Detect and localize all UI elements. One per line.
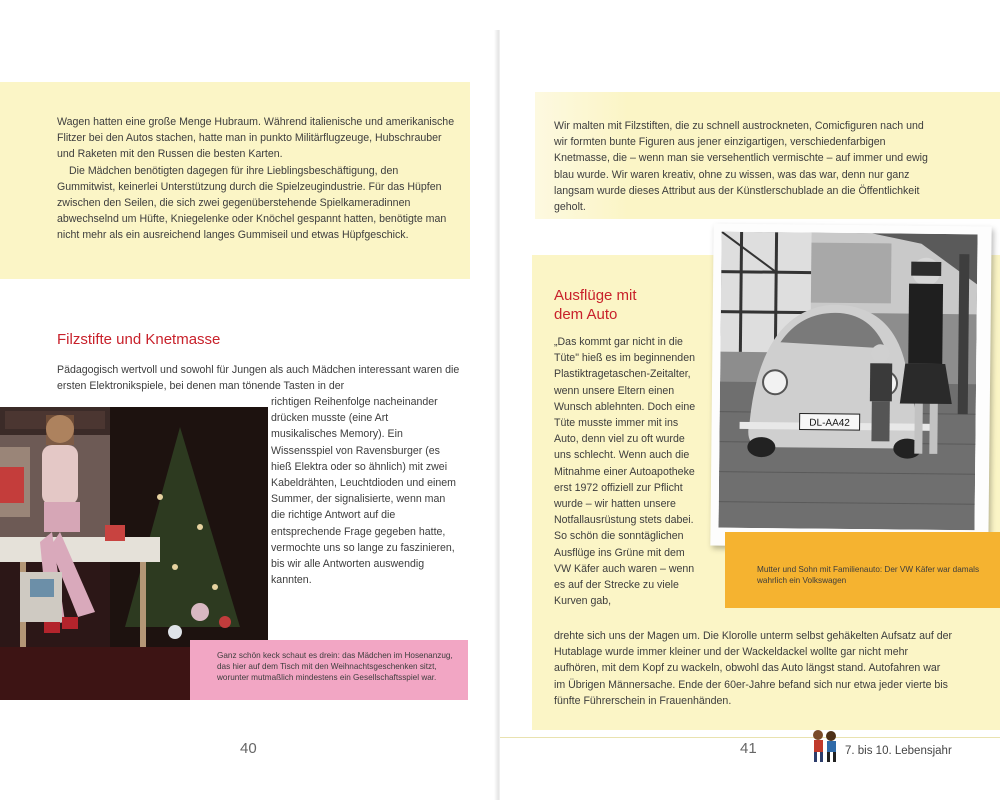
car-photo-frame [710, 224, 991, 549]
christmas-photo-caption-box [190, 640, 468, 700]
bottom-deco-line [500, 737, 1000, 738]
license-plate-text: DL-AA42 [809, 417, 850, 429]
right-section-heading: Ausflüge mit dem Auto [554, 287, 637, 323]
left-top-paragraph-2: Die Mädchen benötigten dagegen für ihre Lieblingsbeschäftigung, den Gummitwist, keinerlei Unterstützung durch die Spielzeugindustrie. Für das Hüpfen zwischen den Seilen, die sich zwei gegenüberstehende Spielkameradinnen abwechselnd um Hüfte, Kniegelenke oder Knöchel gespannt hatten, benötigte man nicht mehr als ein ausreichend langes Gummiseil und etwas Hüpfgeschick. [57, 164, 447, 242]
left-column-paragraph: richtigen Reihenfolge nacheinander drücken musste (eine Art musikalisches Memory). Ein Wissensspiel von Ravensburger (es hieß Elektra oder so ähnlich) mit zwei Kabeldrähten, Leuchtdioden und einem Summer, der signalisierte, wenn man die richtige Antwort auf die entsprechende Frage gegeben hatte, vermochte uns so lange zu faszinieren, bis wir alle Antworten auswendig kannten. [271, 396, 456, 587]
christmas-photo-caption: Ganz schön keck schaut es drein: das Mädchen im Hosenanzug, das hier auf dem Tisch mit den Weihnachtsgeschenken sitzt, worunter mutmaßlich mindestens ein Gesellschaftsspiel war. [217, 651, 453, 682]
left-top-paragraph-1: Wagen hatten eine große Menge Hubraum. Während italienische und amerikanische Flitzer bei den Autos stachen, hatte man in punkto Militärflugzeuge, Hubschrauber und Raketen mit den Russen die besten Karten. [57, 116, 455, 161]
right-column-paragraph: „Das kommt gar nicht in die Tüte" hieß es im beginnenden Plastiktragetaschen-Zeitalter, wenn unsere Eltern einen Wunsch ablehnten. Doch eine Tüte musste immer mit ins Auto, denn viel zu oft wurde uns schlecht. Wenn auch die Mitnahme einer Autoapotheke erst 1972 offiziell zur Pflicht wurde – wir hatten unsere Notfallausrüstung stets dabei. So schön die sonntäglichen Ausflüge ins Grüne mit dem VW Käfer auch waren – wenn es auf der Strecke zu viele Kurven gab, [554, 336, 696, 608]
children-icon [808, 728, 842, 764]
left-top-text [57, 114, 455, 244]
right-top-paragraph: Wir malten mit Filzstiften, die zu schnell austrockneten, Comicfiguren nach und wir formten bunte Figuren aus jener einzigartigen, verschiedenfarbigen Knetmasse, die – wenn man sie versehentlich vermischte – auf immer und ewig blau wurde. Wir waren kreativ, ohne zu wissen, was das war, denn nur ganz langsam wurde dieses Attribut aus der Künstlerschublade an die Öffentlichkeit geholt. [554, 120, 928, 214]
car-photo-caption: Mutter und Sohn mit Familienauto: Der VW Käfer war damals wahrlich ein Volkswagen [757, 565, 980, 585]
chapter-label: 7. bis 10. Lebensjahr [845, 745, 952, 757]
car-photo [719, 232, 978, 531]
right-page-number: 41 [740, 740, 757, 757]
left-page-number: 40 [240, 740, 257, 757]
left-intro-paragraph: Pädagogisch wertvoll und sowohl für Jungen als auch Mädchen interessant waren die ersten Elektronikspiele, bei denen man tönende Tasten in der [57, 364, 460, 393]
right-page [500, 0, 1000, 800]
car-photo-caption-box [725, 532, 1000, 608]
left-section-heading: Filzstifte und Knetmasse [57, 331, 221, 348]
left-page [0, 0, 496, 800]
right-full-width-paragraph: drehte sich uns der Magen um. Die Klorolle unterm selbst gehäkelten Aufsatz auf der Hutablage wurde immer kleiner und der Wackeldackel wollte gar nicht mehr aufhören, mit dem Kopf zu wackeln, obwohl das Auto längst stand. Autofahren war im Übrigen Männersache. Ende der 60er-Jahre befand sich nur etwa jeder vierte bis fünfte Führerschein in Frauenhänden. [554, 630, 953, 707]
car-photo-illustration [719, 232, 978, 531]
